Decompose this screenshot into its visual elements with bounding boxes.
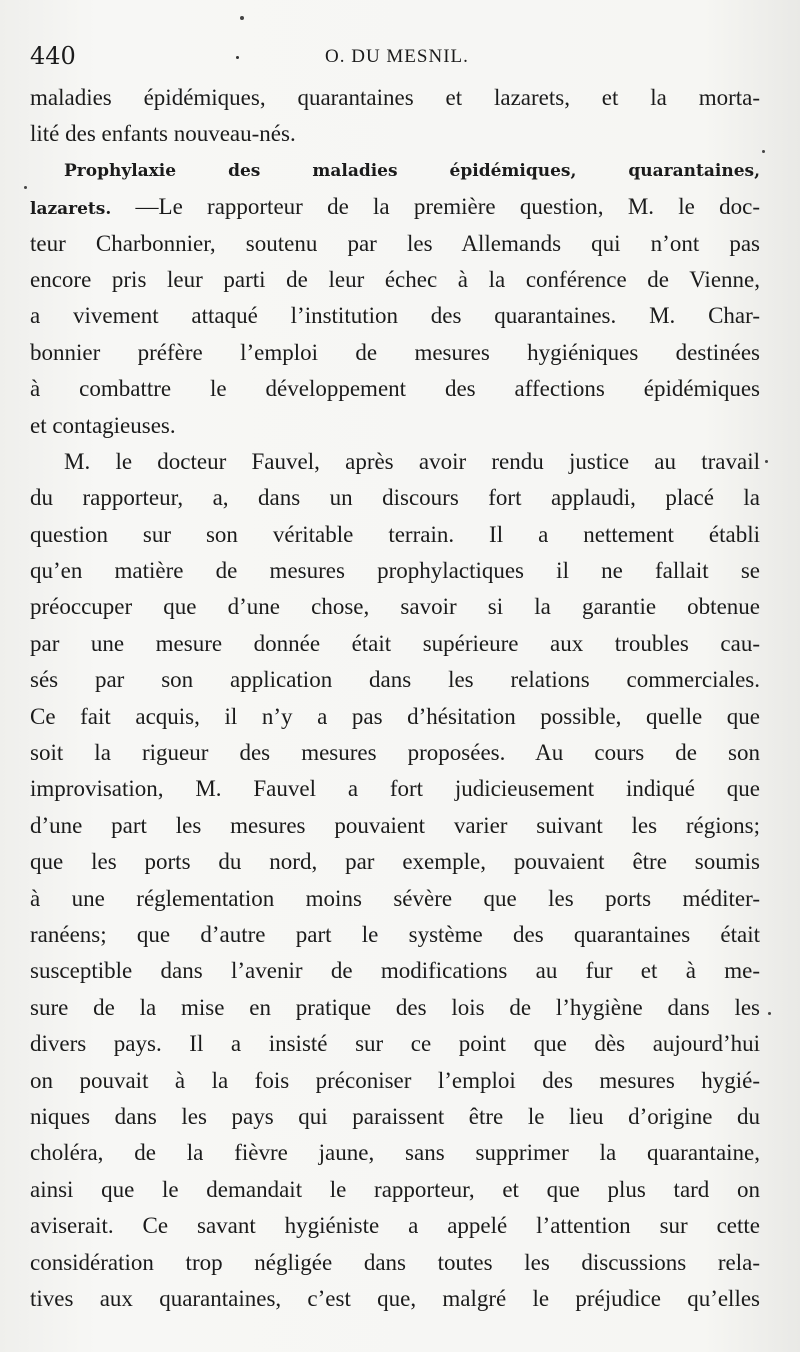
section-rubric-end: lazarets. xyxy=(30,199,112,220)
text-line: préoccuper que d’une chose, savoir si la garantie obtenue xyxy=(30,594,760,620)
page-header xyxy=(30,42,770,82)
text-line: à combattre le développement des affections épidémiques xyxy=(30,376,760,402)
page-number: 440 xyxy=(30,42,76,70)
text-line: à une réglementation moins sévère que les ports méditer- xyxy=(30,885,760,911)
text-line: lité des enfants nouveau-nés. xyxy=(30,121,296,147)
text-line: niques dans les pays qui paraissent être le lieu d’origine du xyxy=(30,1103,760,1129)
text-line: question sur son véritable terrain. Il a nettement établi xyxy=(30,521,760,547)
text-line: M. le docteur Fauvel, après avoir rendu justice au travail xyxy=(64,448,760,474)
text-line: sure de la mise en pratique des lois de l’hygiène dans les xyxy=(30,994,760,1020)
print-speck xyxy=(765,460,768,463)
print-speck xyxy=(762,150,765,153)
text-line: ainsi que le demandait le rapporteur, et que plus tard on xyxy=(30,1176,760,1202)
header-dot xyxy=(236,56,239,59)
text-line: divers pays. Il a insisté sur ce point que dès aujourd’hui xyxy=(30,1031,760,1057)
section-rubric: Prophylaxie des maladies épidémiques, quarantaines, xyxy=(64,160,760,181)
text-line: soit la rigueur des mesures proposées. Au cours de son xyxy=(30,740,760,766)
text-line: susceptible dans l’avenir de modifications au fur et à me- xyxy=(30,958,760,984)
text-line-rest: —Le rapporteur de la première question, M. le doc- xyxy=(111,194,760,220)
text-line xyxy=(30,189,760,225)
print-speck xyxy=(240,16,244,20)
text-line: d’une part les mesures pouvaient varier suivant les régions; xyxy=(30,812,760,838)
text-line: choléra, de la fièvre jaune, sans supprimer la quarantaine, xyxy=(30,1140,760,1166)
print-speck xyxy=(768,1012,771,1015)
text-line: improvisation, M. Fauvel a fort judicieusement indiqué que xyxy=(30,776,760,802)
text-line: considération trop négligée dans toutes les discussions rela- xyxy=(30,1249,760,1275)
text-line: qu’en matière de mesures prophylactiques il ne fallait se xyxy=(30,558,760,584)
text-line: que les ports du nord, par exemple, pouvaient être soumis xyxy=(30,849,760,875)
text-line: Ce fait acquis, il n’y a pas d’hésitation possible, quelle que xyxy=(30,703,760,729)
body-text xyxy=(30,80,760,1317)
text-line: encore pris leur parti de leur échec à la conférence de Vienne, xyxy=(30,266,760,292)
text-line: a vivement attaqué l’institution des quarantaines. M. Char- xyxy=(30,303,760,329)
text-line: tives aux quarantaines, c’est que, malgré le préjudice qu’elles xyxy=(30,1285,760,1311)
text-line: on pouvait à la fois préconiser l’emploi des mesures hygié- xyxy=(30,1067,760,1093)
text-line: ranéens; que d’autre part le système des quarantaines était xyxy=(30,921,760,947)
text-line: sés par son application dans les relations commerciales. xyxy=(30,667,760,693)
text-line: par une mesure donnée était supérieure aux troubles cau- xyxy=(30,630,760,656)
text-line: maladies épidémiques, quarantaines et lazarets, et la morta- xyxy=(30,85,760,110)
text-line: bonnier préfère l’emploi de mesures hygiéniques destinées xyxy=(30,339,760,365)
text-line: et contagieuses. xyxy=(30,412,176,438)
text-line: aviserait. Ce savant hygiéniste a appelé l’attention sur cette xyxy=(30,1213,760,1239)
text-line: teur Charbonnier, soutenu par les Allemands qui n’ont pas xyxy=(30,230,760,256)
running-head: O. DU MESNIL. xyxy=(325,46,469,67)
print-speck xyxy=(24,186,27,189)
text-line: du rapporteur, a, dans un discours fort applaudi, placé la xyxy=(30,485,760,511)
